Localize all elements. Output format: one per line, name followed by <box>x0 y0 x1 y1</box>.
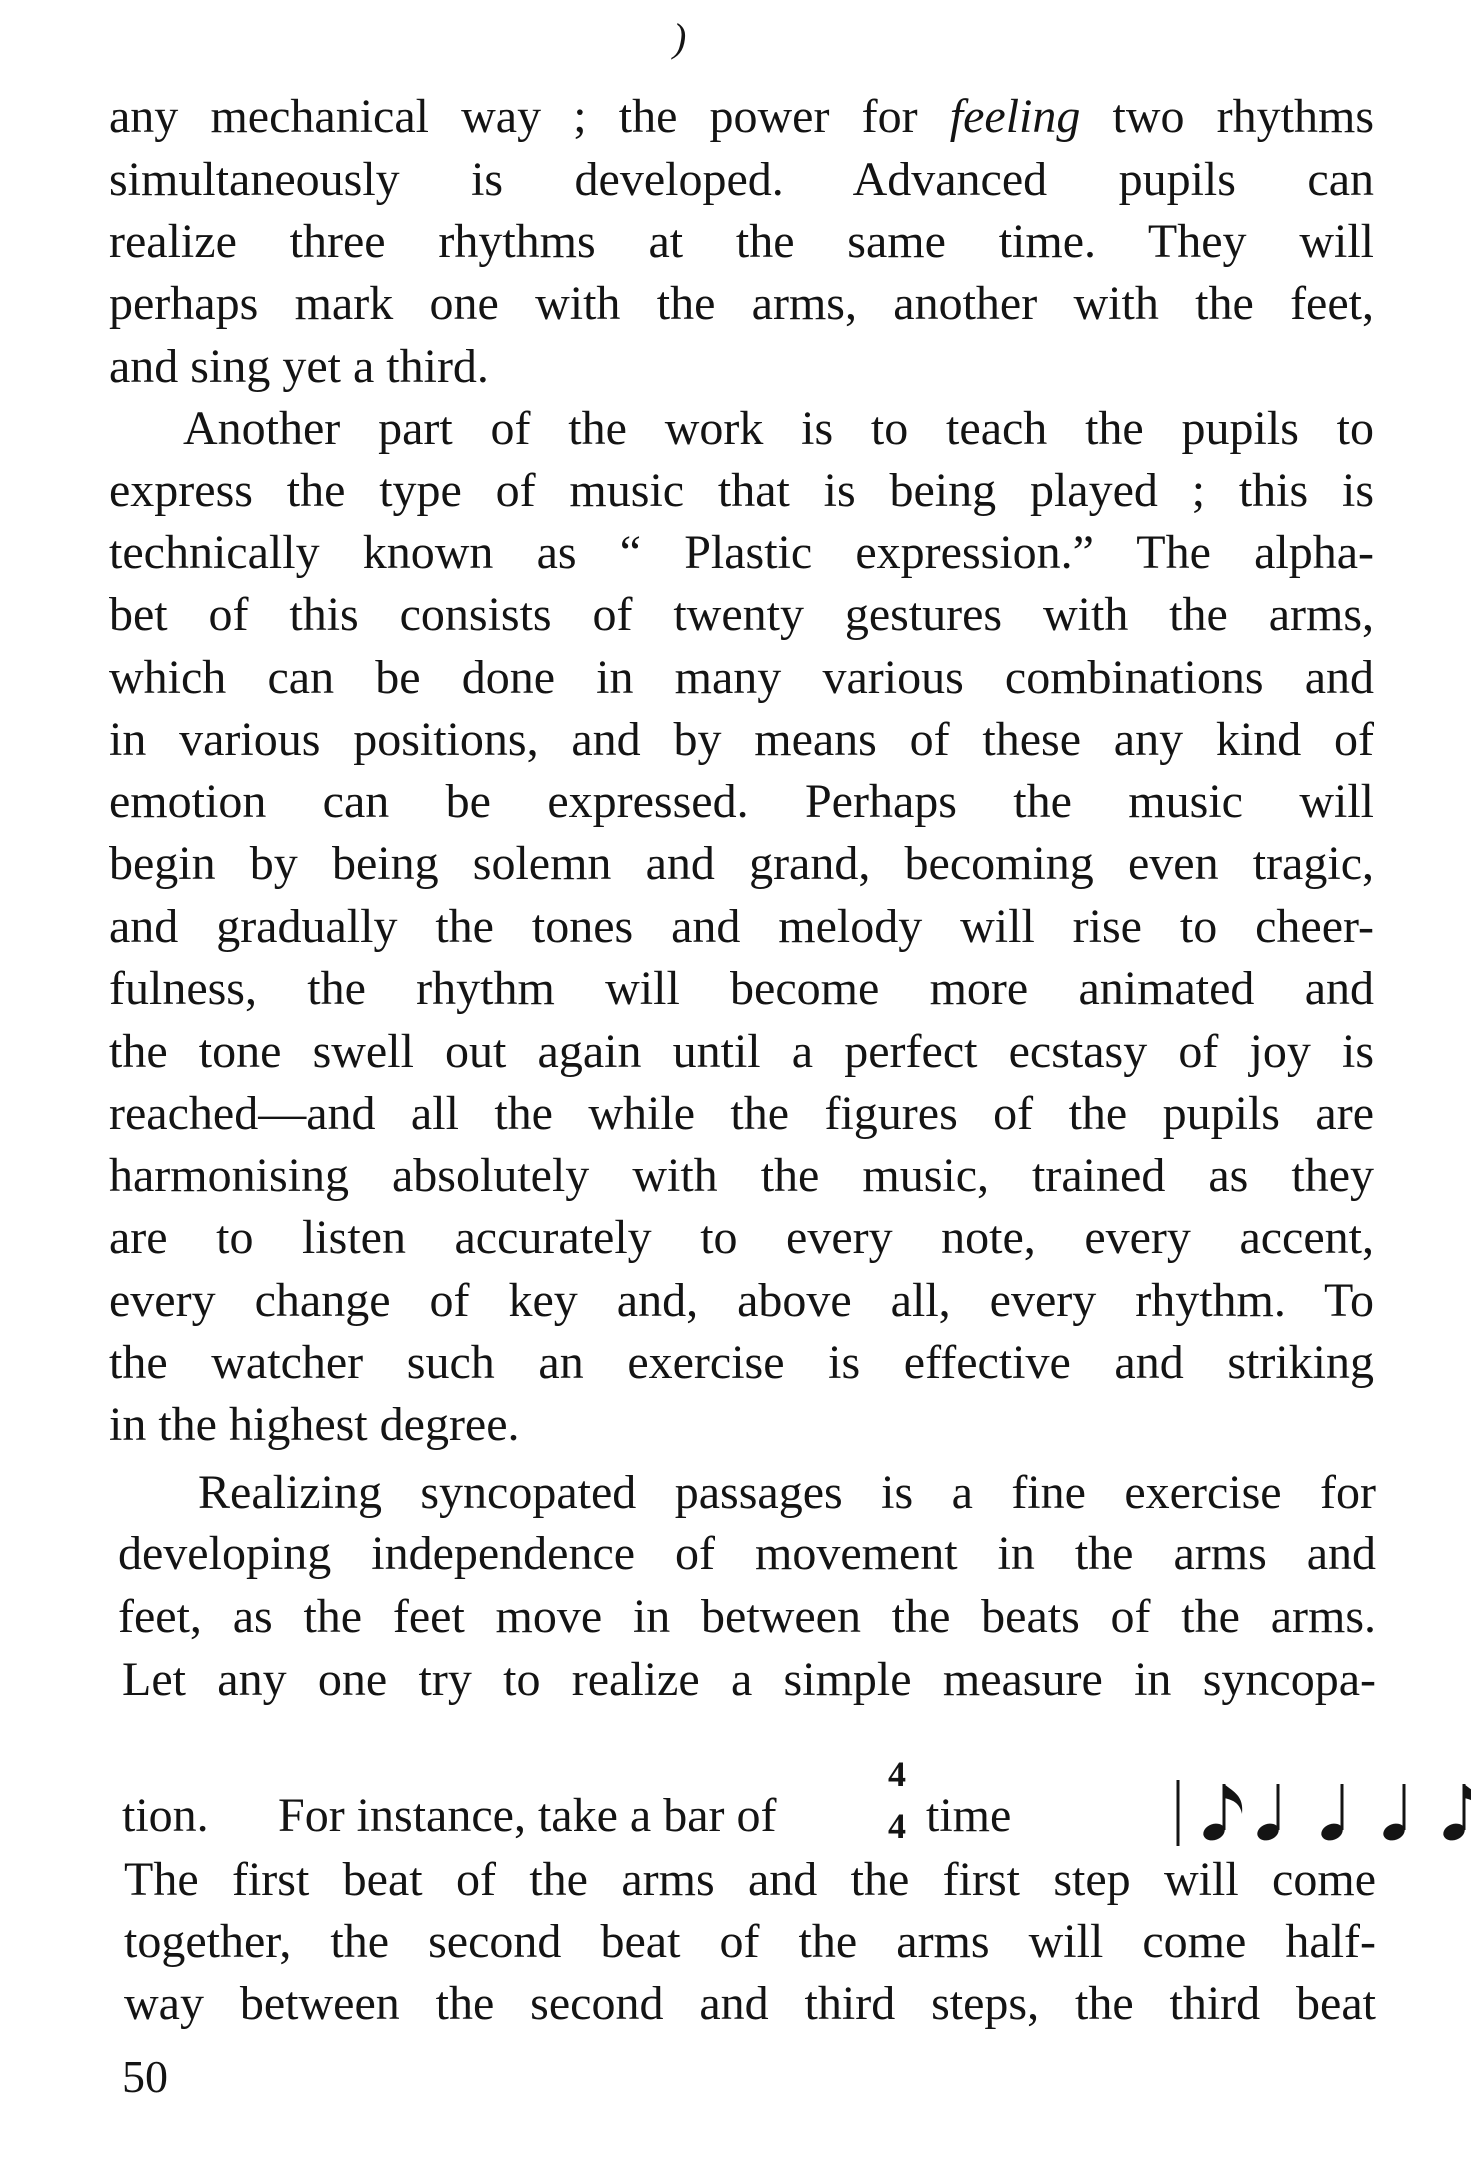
quarter-note-icon <box>1255 1784 1281 1843</box>
music-notation-line <box>122 1750 1412 1850</box>
quarter-note-icon <box>1319 1784 1345 1843</box>
eighth-note-icon <box>1441 1784 1471 1843</box>
eighth-note-icon <box>1201 1784 1242 1843</box>
text-line-11: in various positions, and by means of these any kind of <box>109 713 1374 766</box>
text-line-1 <box>109 85 1374 149</box>
text-line-22: in the highest degree. <box>109 1398 520 1451</box>
text-line-3: realize three rhythms at the same time. They will <box>109 215 1374 268</box>
time-signature-numerator: 4 <box>888 1754 906 1794</box>
text-line-16: the tone swell out again until a perfect ecstasy of joy is <box>109 1025 1374 1078</box>
notation-line-start: tion. <box>122 1789 209 1842</box>
text-line-28: The first beat of the arms and the first step will come <box>124 1853 1376 1906</box>
text-line-8: technically known as “ Plastic expression.” The alpha- <box>109 526 1374 579</box>
text-line-26: Let any one try to realize a simple measure in syncopa- <box>122 1653 1376 1706</box>
time-signature <box>881 1756 913 1854</box>
text-line-20: every change of key and, above all, every rhythm. To <box>109 1274 1374 1327</box>
text-line-21: the watcher such an exercise is effective and striking <box>109 1336 1374 1389</box>
text-line-15: fulness, the rhythm will become more animated and <box>109 962 1374 1015</box>
music-measure <box>1170 1770 1471 1850</box>
text-line-12: emotion can be expressed. Perhaps the music will <box>109 775 1374 828</box>
text-line-6: Another part of the work is to teach the pupils to <box>183 402 1374 455</box>
text-line-10: which can be done in many various combinations and <box>109 651 1374 704</box>
text-line-5: and sing yet a third. <box>109 340 489 393</box>
text-line-9: bet of this consists of twenty gestures with the arms, <box>109 588 1374 641</box>
text-line-18: harmonising absolutely with the music, trained as they <box>109 1149 1374 1202</box>
line-1-start: any mechanical way ; the power for <box>109 90 918 143</box>
text-line-14: and gradually the tones and melody will rise to cheer- <box>109 900 1374 953</box>
text-line-24: developing independence of movement in the arms and <box>118 1527 1376 1580</box>
line-1-tail: two rhythms <box>1112 90 1375 143</box>
text-line-2: simultaneously is developed. Advanced pupils can <box>109 153 1374 206</box>
text-line-19: are to listen accurately to every note, every accent, <box>109 1211 1374 1264</box>
text-line-4: perhaps mark one with the arms, another with the feet, <box>109 277 1374 330</box>
time-signature-denominator: 4 <box>888 1806 906 1846</box>
text-line-25: feet, as the feet move in between the beats of the arms. <box>118 1590 1376 1643</box>
text-line-7: express the type of music that is being played ; this is <box>109 464 1374 517</box>
text-line-23: Realizing syncopated passages is a fine exercise for <box>198 1466 1376 1519</box>
quarter-note-icon <box>1381 1784 1407 1843</box>
page-number: 50 <box>122 2051 168 2102</box>
notation-line-middle: For instance, take a bar of <box>278 1789 777 1842</box>
italic-word-feeling: feeling <box>949 90 1081 143</box>
text-line-30: way between the second and third steps, the third beat <box>124 1977 1376 2030</box>
text-line-17: reached—and all the while the figures of the pupils are <box>109 1087 1374 1140</box>
top-mark: ) <box>673 15 687 60</box>
notation-line-end: time <box>926 1789 1012 1842</box>
text-line-29: together, the second beat of the arms will come half- <box>124 1915 1376 1968</box>
text-line-13: begin by being solemn and grand, becoming even tragic, <box>109 837 1374 890</box>
